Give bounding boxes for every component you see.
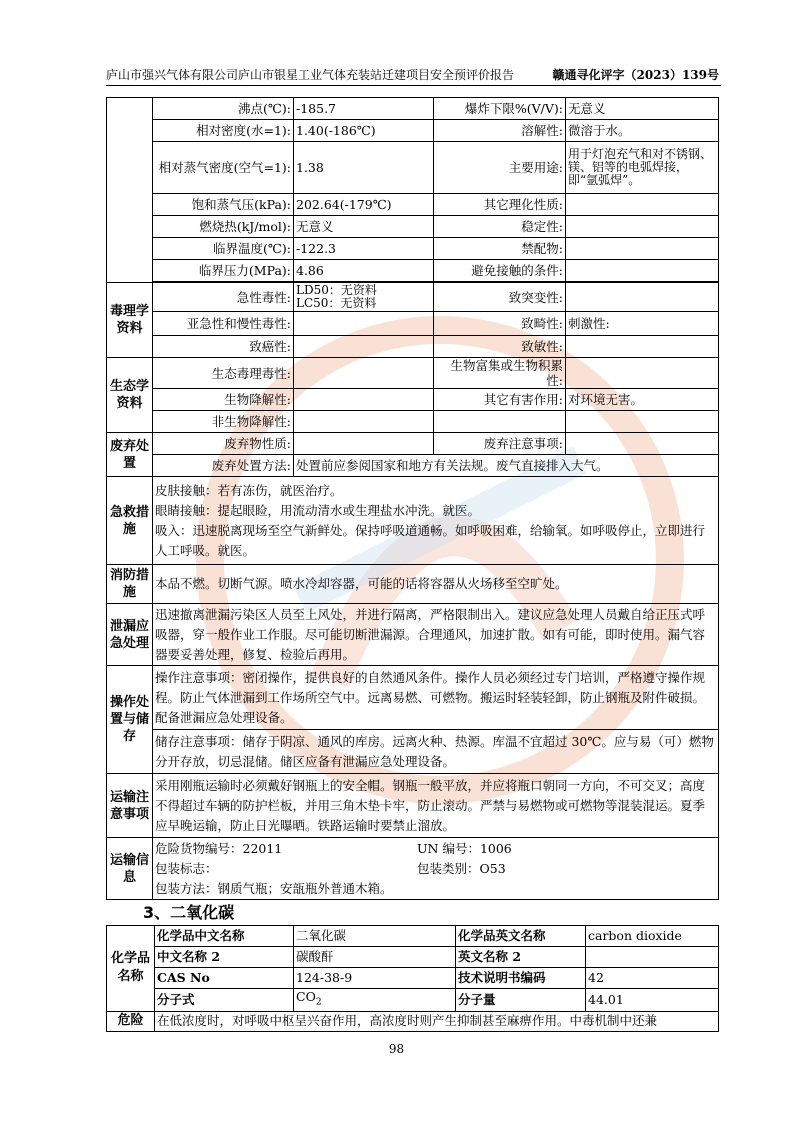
explosion-limit-value: 无意义 xyxy=(566,98,719,120)
waste-notes-value xyxy=(566,433,719,455)
vapor-pressure-label: 饱和蒸气压(kPa): xyxy=(153,194,294,216)
explosion-limit-label: 爆炸下限%(V/V): xyxy=(434,98,566,120)
teratogenicity-label: 致畸性: xyxy=(434,312,566,336)
formula-value xyxy=(294,989,456,1012)
leak-text: 迅速撤离泄漏污染区人员至上风处，并进行隔离，严格限制出入。建议应急处理人员戴自给正压式呼吸器，穿一般作业工作服。尽可能切断泄漏源。合理通风，加速扩散。如有可能，即时使用。漏气容器要妥善处理，修复、检验后再用。 xyxy=(153,604,719,666)
carcinogenicity-value xyxy=(294,336,434,358)
fire-category: 消防措施 xyxy=(107,565,153,604)
leak-category: 泄漏应急处理 xyxy=(107,604,153,666)
biodegradability-value xyxy=(294,389,434,411)
waste-method-value: 处置前应参阅国家和地方有关法规。废气直接排入大气。 xyxy=(294,455,719,477)
cn-name2-value: 碳酸酐 xyxy=(294,947,456,968)
eco-empty-cell xyxy=(434,411,566,433)
waste-category: 废弃处置 xyxy=(107,433,153,477)
other-chem-value xyxy=(566,194,719,216)
mutagenicity-label: 致突变性: xyxy=(434,283,566,312)
transport-info-category: 运输信息 xyxy=(107,838,153,900)
first-aid-category: 急救措施 xyxy=(107,477,153,565)
nonbio-degradability-value xyxy=(294,411,434,433)
vapor-density-label: 相对蒸气密度(空气=1): xyxy=(153,142,294,194)
first-aid-text xyxy=(153,477,719,565)
eco-empty-cell-2 xyxy=(566,411,719,433)
un-number: UN 编号：1006 xyxy=(417,840,512,856)
argon-properties-table xyxy=(106,97,719,900)
tech-code-label: 技术说明书编码 xyxy=(456,968,586,989)
vapor-density-value: 1.38 xyxy=(294,142,434,194)
formula-label: 分子式 xyxy=(155,989,294,1012)
operation-text: 操作注意事项：密闭操作，提供良好的自然通风条件。操作人员必须经过专门培训，严格遵守操作规程。防止气体泄漏到工作场所空气中。远离易燃、可燃物。搬运时轻装轻卸，防止钢瓶及附件破损。配备泄漏应急处理设备。 xyxy=(153,666,719,730)
transport-category: 运输注意事项 xyxy=(107,774,153,838)
page-header xyxy=(106,66,721,86)
tech-code-value: 42 xyxy=(586,968,719,989)
acute-toxicity-label: 急性毒性: xyxy=(153,283,294,312)
skin-contact-text: 皮肤接触：若有冻伤，就医治疗。 xyxy=(155,482,343,498)
chronic-toxicity-value xyxy=(294,312,434,336)
fire-text: 本品不燃。切断气源。喷水冷却容器，可能的话将容器从火场移至空旷处。 xyxy=(153,565,719,604)
dg-number: 危险货物编号：22011 xyxy=(155,840,283,856)
waste-method-label: 废弃处置方法: xyxy=(153,455,294,477)
waste-nature-label: 废弃物性质: xyxy=(153,433,294,455)
prohibited-value xyxy=(566,238,719,260)
en-name2-label: 英文名称 2 xyxy=(456,947,586,968)
solubility-value: 微溶于水。 xyxy=(566,120,719,142)
en-name-label: 化学品英文名称 xyxy=(456,926,586,947)
nonbio-degradability-label: 非生物降解性: xyxy=(153,411,294,433)
co2-info-table xyxy=(106,925,719,1032)
section-title: 3、二氧化碳 xyxy=(143,903,235,922)
header-report-number: 赣通寻化评字（2023）139号 xyxy=(552,68,719,82)
storage-text: 储存注意事项：储存于阴凉、通风的库房。远离火种、热源。库温不宜超过 30℃。应与易（可）燃物分开存放，切忌混储。储区应备有泄漏应急处理设备。 xyxy=(153,730,719,774)
main-use-value: 用于灯泡充气和对不锈钢、镁、铝等的电弧焊接，即“氩弧焊”。 xyxy=(566,142,719,194)
stability-label: 稳定性: xyxy=(434,216,566,238)
hazard-category: 危险 xyxy=(107,1011,155,1031)
header-left-title: 庐山市强兴气体有限公司庐山市银星工业气体充装站迁建项目安全预评价报告 xyxy=(106,68,515,82)
eye-contact-text: 眼睛接触：提起眼睑，用流动清水或生理盐水冲洗。就医。 xyxy=(155,502,481,518)
toxicology-category: 毒理学资料 xyxy=(107,283,153,358)
package-method: 包装方法：钢质气瓶；安瓿瓶外普通木箱。 xyxy=(155,880,393,896)
package-class: 包装类别：O53 xyxy=(417,860,506,876)
formula-subscript: 2 xyxy=(315,997,322,1008)
stability-value xyxy=(566,216,719,238)
waste-nature-value xyxy=(294,433,434,455)
carcinogenicity-label: 致癌性: xyxy=(153,336,294,358)
formula-main: CO xyxy=(296,989,316,1004)
boiling-point-value: -185.7 xyxy=(294,98,434,120)
biodegradability-label: 生物降解性: xyxy=(153,389,294,411)
molecular-weight-label: 分子量 xyxy=(456,989,586,1012)
main-use-label: 主要用途: xyxy=(434,142,566,194)
lc50-value: LC50：无资料 xyxy=(296,296,377,310)
sensitization-label: 致敏性: xyxy=(434,336,566,358)
waste-notes-label: 废弃注意事项: xyxy=(434,433,566,455)
molecular-weight-value: 44.01 xyxy=(586,989,719,1012)
mutagenicity-value xyxy=(566,283,719,312)
cn-name2-label: 中文名称 2 xyxy=(155,947,294,968)
bioaccumulation-label: 生物富集或生物积累性: xyxy=(434,358,566,389)
bioaccumulation-value xyxy=(566,358,719,389)
boiling-point-label: 沸点(℃): xyxy=(153,98,294,120)
acute-toxicity-value xyxy=(294,283,434,312)
hazard-text: 在低浓度时，对呼吸中枢呈兴奋作用，高浓度时则产生抑制甚至麻痹作用。中毒机制中还兼 xyxy=(155,1011,719,1031)
en-name-value: carbon dioxide xyxy=(586,926,719,947)
handling-category: 操作处置与储存 xyxy=(107,666,153,774)
prohibited-label: 禁配物: xyxy=(434,238,566,260)
avoid-conditions-label: 避免接触的条件: xyxy=(434,260,566,282)
inhalation-text: 吸入：迅速脱离现场至空气新鲜处。保持呼吸道通畅。如呼吸困难，给输氧。如呼吸停止，立即进行人工呼吸。就医。 xyxy=(155,522,706,558)
other-chem-label: 其它理化性质: xyxy=(434,194,566,216)
ld50-value: LD50：无资料 xyxy=(296,283,377,297)
cn-name-label: 化学品中文名称 xyxy=(155,926,294,947)
vapor-pressure-value: 202.64(-179℃) xyxy=(294,194,434,216)
solubility-label: 溶解性: xyxy=(434,120,566,142)
other-harm-value: 对环境无害。 xyxy=(566,389,719,411)
transport-info xyxy=(153,838,719,900)
critical-temp-label: 临界温度(℃): xyxy=(153,238,294,260)
ecology-category: 生态学资料 xyxy=(107,358,153,433)
ecotoxicity-label: 生态毒理毒性: xyxy=(153,358,294,389)
avoid-conditions-value xyxy=(566,260,719,282)
transport-text: 采用刚瓶运输时必须戴好钢瓶上的安全帽。钢瓶一般平放，并应将瓶口朝同一方向，不可交叉；高度不得超过车辆的防护栏板，并用三角木垫卡牢，防止滚动。严禁与易燃物或可燃物等混装混运。夏季应早晚运输，防止日光曝晒。铁路运输时要禁止溜放。 xyxy=(153,774,719,838)
cn-name-value: 二氧化碳 xyxy=(294,926,456,947)
relative-density-label: 相对密度(水=1): xyxy=(153,120,294,142)
en-name2-value xyxy=(586,947,719,968)
empty-category-cell xyxy=(107,98,153,283)
other-harm-label: 其它有害作用: xyxy=(434,389,566,411)
package-mark: 包装标志： xyxy=(155,860,218,876)
ecotoxicity-value xyxy=(294,358,434,389)
critical-pressure-label: 临界压力(MPa): xyxy=(153,260,294,282)
relative-density-value: 1.40(-186℃) xyxy=(294,120,434,142)
teratogenicity-value: 刺激性: xyxy=(566,312,719,336)
cas-value: 124-38-9 xyxy=(294,968,456,989)
cas-label: CAS No xyxy=(155,968,294,989)
page-number: 98 xyxy=(388,1042,405,1056)
critical-pressure-value: 4.86 xyxy=(294,260,434,282)
co2-name-category: 化学品名称 xyxy=(107,926,155,1012)
combustion-heat-label: 燃烧热(kJ/mol): xyxy=(153,216,294,238)
combustion-heat-value: 无意义 xyxy=(294,216,434,238)
chronic-toxicity-label: 亚急性和慢性毒性: xyxy=(153,312,294,336)
sensitization-value xyxy=(566,336,719,358)
critical-temp-value: -122.3 xyxy=(294,238,434,260)
